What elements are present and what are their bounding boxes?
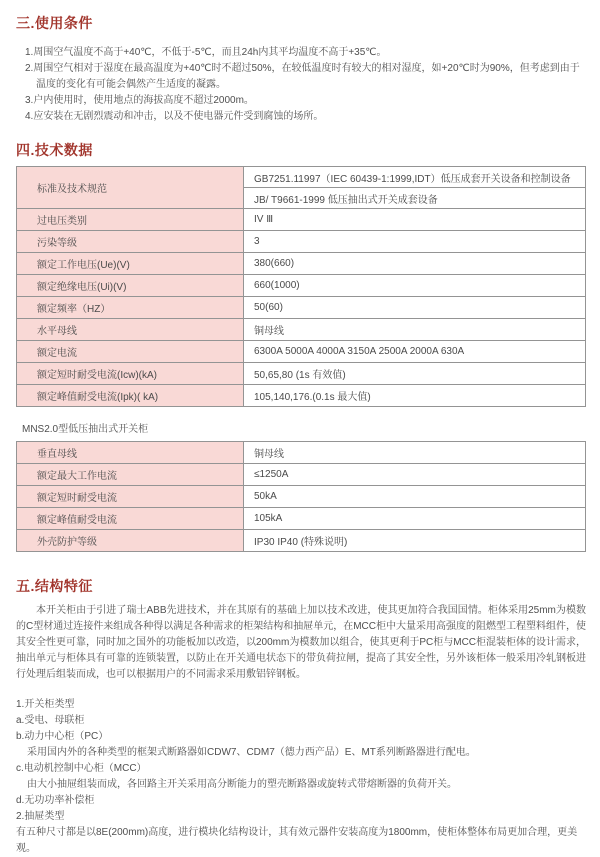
table-row: [17, 209, 586, 231]
section-technical-data: [16, 140, 586, 552]
usage-condition-item: 4.应安装在无剧烈震动和冲击，以及不使电器元件受到腐蚀的场所。: [25, 111, 324, 122]
row-label: 额定频率（HZ）: [17, 297, 244, 319]
row-value: 铜母线: [244, 442, 586, 464]
structure-list-item: d.无功功率补偿柜: [16, 795, 95, 806]
row-label: 标准及技术规范: [17, 167, 244, 209]
structure-list-item: a.受电、母联柜: [16, 715, 85, 726]
section-usage-conditions: [16, 13, 586, 125]
row-value: 660(1000): [244, 275, 586, 297]
row-label: 额定短时耐受电流: [17, 486, 244, 508]
section-structure-heading: 五.结构特征: [16, 578, 93, 594]
table-row: [17, 319, 586, 341]
section-usage-heading: 三.使用条件: [16, 15, 93, 31]
row-label: 额定峰值耐受电流(Ipk)( kA): [17, 385, 244, 407]
row-value: 105kA: [244, 508, 586, 530]
row-value: GB7251.11997（IEC 60439-1:1999,IDT）低压成套开关设备和控制设备: [244, 167, 586, 188]
row-value: 380(660): [244, 253, 586, 275]
structure-list-item: 1.开关柜类型: [16, 699, 75, 710]
mns-table-subtitle: MNS2.0型低压抽出式开关柜: [22, 424, 149, 435]
table-row: [17, 167, 586, 188]
structure-list-item: 2.抽屉类型: [16, 811, 65, 822]
row-label: 水平母线: [17, 319, 244, 341]
row-value: 铜母线: [244, 319, 586, 341]
row-value: IV Ⅲ: [244, 209, 586, 231]
table-row: [17, 486, 586, 508]
usage-condition-item: 1.周围空气温度不高于+40℃，不低于-5℃，而且24h内其平均温度不高于+35℃。: [25, 47, 387, 58]
table-row: [17, 442, 586, 464]
section-tech-heading: 四.技术数据: [16, 142, 93, 158]
structure-paragraph: 本开关柜由于引进了瑞士ABB先进技术，并在其原有的基础上加以技术改进，使其更加符合我国国情。柜体采用25mm为模数的C型材通过连接件来组成各种得以满足各种需求的柜架结构和抽屉单元，在MCC柜中大量采用高强度的阻燃型工程塑料组件，使其安全性更可靠，同时加之国外的功能板加以改造，以200mm为模数加以组合，使其更利于PC柜与MCC柜混装柜体的设计需求，抽出单元与柜体具有可靠的连锁装置，以防止在开关通电状态下的带负荷拉闸，提高了其安全性，另外该柜体一般采用冷轧钢板进行处理后组装而成，也可以根据用户的不同需求采用敷铝锌钢板。: [16, 605, 587, 680]
section-structural-features: [16, 576, 586, 857]
technical-data-table: [16, 166, 586, 407]
row-label: 过电压类别: [17, 209, 244, 231]
table-row: [17, 341, 586, 363]
structure-list-item: c.电动机控制中心柜（MCC）: [16, 763, 147, 774]
row-value: 105,140,176.(0.1s 最大值): [244, 385, 586, 407]
table-row: [17, 297, 586, 319]
table-row: [17, 363, 586, 385]
row-value: 50(60): [244, 297, 586, 319]
table-row: [17, 464, 586, 486]
row-value: 50,65,80 (1s 有效值): [244, 363, 586, 385]
row-label: 额定绝缘电压(Ui)(V): [17, 275, 244, 297]
structure-list-item: 采用国内外的各种类型的框架式断路器如CDW7、CDM7（德力西产品）E、MT系列断路器进行配电。: [27, 747, 476, 758]
row-label: 污染等级: [17, 231, 244, 253]
row-label: 额定峰值耐受电流: [17, 508, 244, 530]
row-value: 3: [244, 231, 586, 253]
usage-condition-item: 2.周围空气相对于湿度在最高温度为+40℃时不超过50%，在较低温度时有较大的相对湿度，如+20℃时为90%，但考虑到由于温度的变化有可能会偶然产生适度的凝露。: [25, 63, 580, 90]
usage-condition-item: 3.户内使用时，使用地点的海拔高度不超过2000m。: [25, 95, 254, 106]
row-label: 额定最大工作电流: [17, 464, 244, 486]
row-value: JB/ T9661-1999 低压抽出式开关成套设备: [244, 188, 586, 209]
row-value: ≤1250A: [244, 464, 586, 486]
table-row: [17, 275, 586, 297]
structure-list-item: 由大小抽屉组装而成，各回路主开关采用高分断能力的塑壳断路器或旋转式带熔断器的负荷开关。: [27, 779, 457, 790]
structure-list: [16, 697, 586, 857]
row-label: 外壳防护等级: [17, 530, 244, 552]
row-value: IP30 IP40 (特殊说明): [244, 530, 586, 552]
row-label: 垂直母线: [17, 442, 244, 464]
row-value: 50kA: [244, 486, 586, 508]
structure-list-item: b.动力中心柜（PC）: [16, 731, 109, 742]
structure-list-item: 有五种尺寸都是以8E(200mm)高度，进行模块化结构设计，其有效元器件安装高度为1800mm，使柜体整体布局更加合理，更美观。: [16, 827, 578, 854]
table-row: [17, 253, 586, 275]
table-row: [17, 231, 586, 253]
row-value: 6300A 5000A 4000A 3150A 2500A 2000A 630A: [244, 341, 586, 363]
row-label: 额定工作电压(Ue)(V): [17, 253, 244, 275]
table-row: [17, 508, 586, 530]
row-label: 额定电流: [17, 341, 244, 363]
table-row: [17, 385, 586, 407]
usage-conditions-list: [25, 45, 586, 125]
table-row: [17, 530, 586, 552]
mns-data-table: [16, 441, 586, 552]
row-label: 额定短时耐受电流(Icw)(kA): [17, 363, 244, 385]
